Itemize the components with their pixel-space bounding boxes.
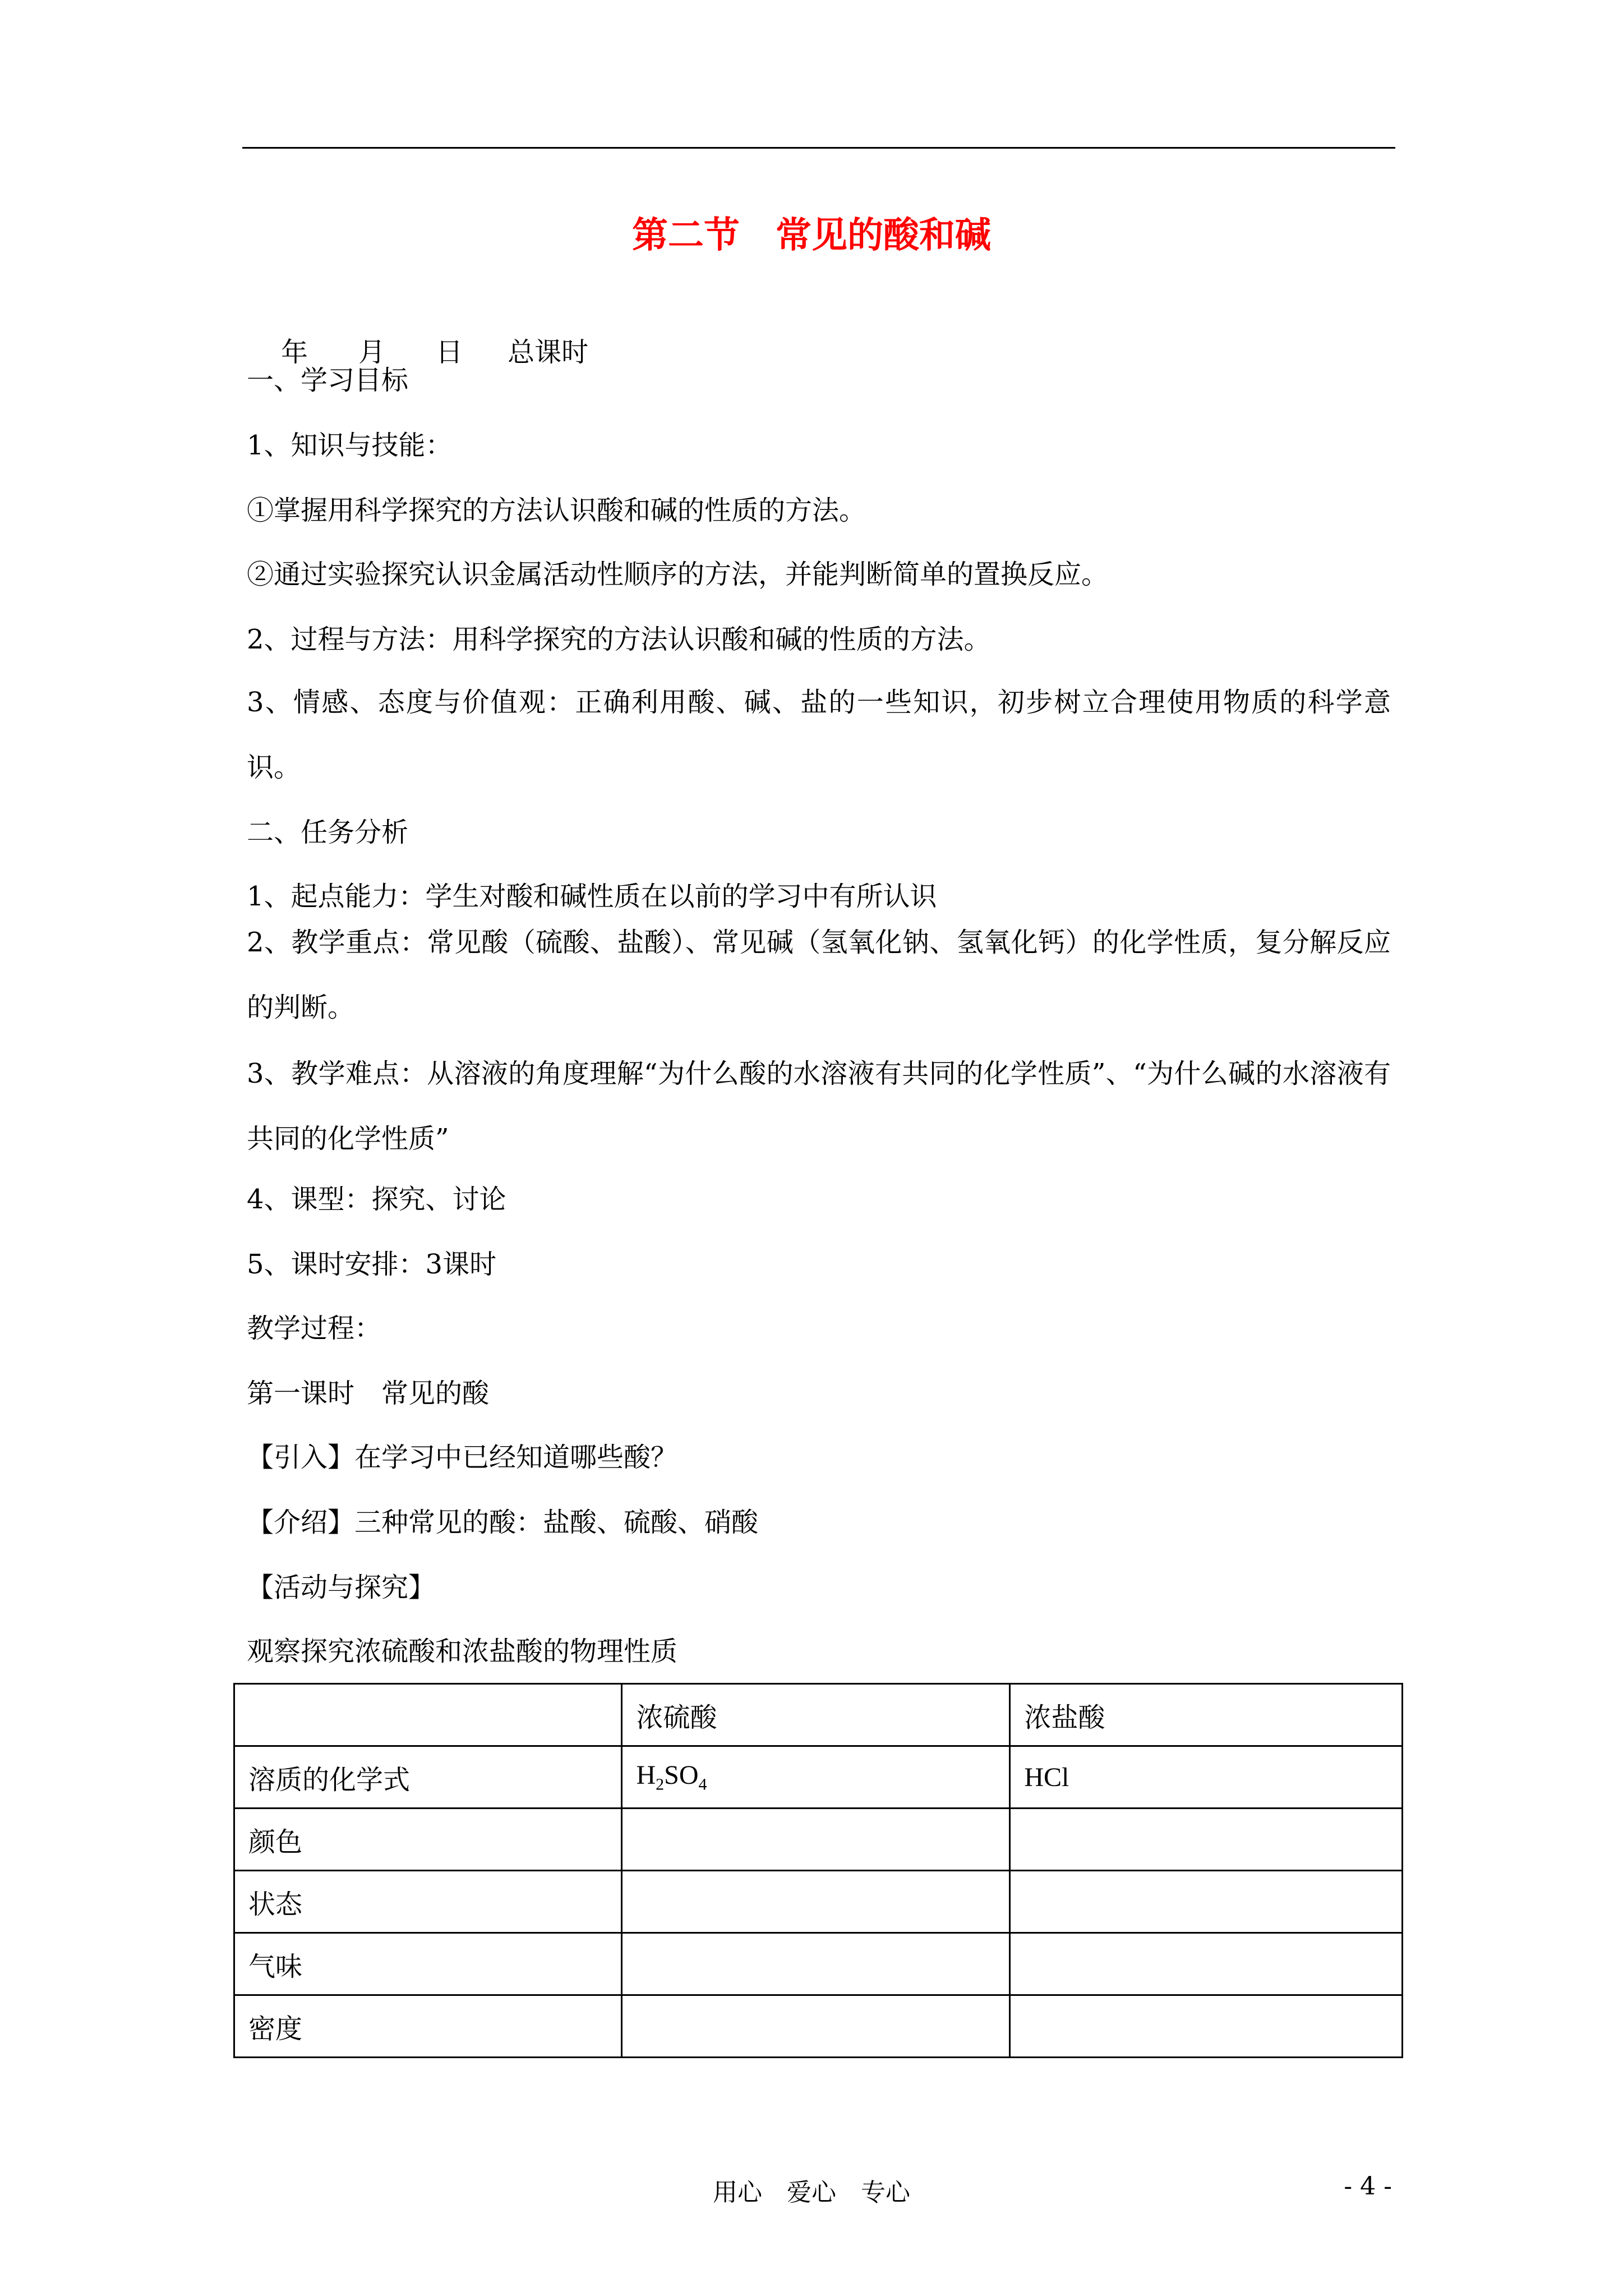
footer-motto: 用心 爱心 专心 bbox=[713, 2178, 910, 2207]
table-cell bbox=[1010, 1933, 1403, 1995]
text-line: 1、知识与技能： bbox=[247, 430, 453, 461]
table-cell bbox=[622, 1933, 1010, 1995]
table-cell bbox=[1010, 1995, 1403, 2058]
section-heading-analysis: 二、任务分析 bbox=[247, 817, 409, 848]
header-rule bbox=[242, 147, 1395, 149]
table-row-label: 溶质的化学式 bbox=[234, 1746, 622, 1809]
text-line: 2、过程与方法：用科学探究的方法认识酸和碱的性质的方法。 bbox=[247, 624, 991, 655]
table-caption: 观察探究浓硫酸和浓盐酸的物理性质 bbox=[247, 1636, 678, 1667]
table-row bbox=[234, 1809, 1403, 1871]
table-cell bbox=[622, 1809, 1010, 1871]
page-number: - 4 - bbox=[1344, 2172, 1392, 2201]
text-line: 【活动与探究】 bbox=[247, 1572, 436, 1603]
text-line: ①掌握用科学探究的方法认识酸和碱的性质的方法。 bbox=[247, 495, 866, 526]
formula-hcl: HCl bbox=[1010, 1746, 1403, 1809]
text-line: ②通过实验探究认识金属活动性顺序的方法，并能判断简单的置换反应。 bbox=[247, 559, 1109, 590]
text-line: 【介绍】三种常见的酸：盐酸、硫酸、硝酸 bbox=[247, 1507, 759, 1538]
table-header-cell: 浓硫酸 bbox=[622, 1684, 1010, 1746]
table-cell bbox=[1010, 1871, 1403, 1933]
table-row bbox=[234, 1746, 1403, 1809]
text-line: 【引入】在学习中已经知道哪些酸？ bbox=[247, 1442, 678, 1473]
page-title: 第二节 常见的酸和碱 bbox=[632, 214, 991, 256]
table-row bbox=[234, 1995, 1403, 2058]
text-paragraph: 2、教学重点：常见酸（硫酸、盐酸）、常见碱（氢氧化钠、氢氧化钙）的化学性质，复分解反应的判断。 bbox=[247, 927, 1391, 1023]
table-row bbox=[234, 1933, 1403, 1995]
properties-table bbox=[233, 1683, 1403, 2058]
text-line: 第一课时 常见的酸 bbox=[247, 1378, 490, 1409]
formula-h2so4: $H_2SO_4$ bbox=[622, 1746, 1010, 1809]
text-paragraph: 3、情感、态度与价值观：正确利用酸、碱、盐的一些知识，初步树立合理使用物质的科学意识。 bbox=[247, 687, 1391, 783]
text-line: 4、课型：探究、讨论 bbox=[247, 1184, 506, 1215]
table-cell bbox=[622, 1871, 1010, 1933]
date-year: 年 bbox=[281, 337, 308, 368]
date-month: 月 bbox=[358, 337, 386, 368]
text-line: 教学过程： bbox=[247, 1313, 382, 1344]
table-cell bbox=[622, 1995, 1010, 2058]
table-cell bbox=[1010, 1809, 1403, 1871]
table-row-label: 颜色 bbox=[234, 1809, 622, 1871]
text-paragraph: 3、教学难点：从溶液的角度理解“为什么酸的水溶液有共同的化学性质”、“为什么碱的水溶液有共同的化学性质” bbox=[247, 1058, 1391, 1154]
text-line: 1、起点能力：学生对酸和碱性质在以前的学习中有所认识 bbox=[247, 881, 937, 912]
date-day: 日 bbox=[436, 337, 463, 368]
table-header-cell bbox=[234, 1684, 622, 1746]
table-row-label: 密度 bbox=[234, 1995, 622, 2058]
text-line: 5、课时安排：3课时 bbox=[247, 1249, 497, 1280]
table-header-cell: 浓盐酸 bbox=[1010, 1684, 1403, 1746]
section-heading-objectives: 一、学习目标 bbox=[247, 365, 409, 396]
table-row-label: 状态 bbox=[234, 1871, 622, 1933]
table-header-row bbox=[234, 1684, 1403, 1746]
date-total-periods: 总课时 bbox=[508, 337, 589, 368]
table-row bbox=[234, 1871, 1403, 1933]
table-row-label: 气味 bbox=[234, 1933, 622, 1995]
